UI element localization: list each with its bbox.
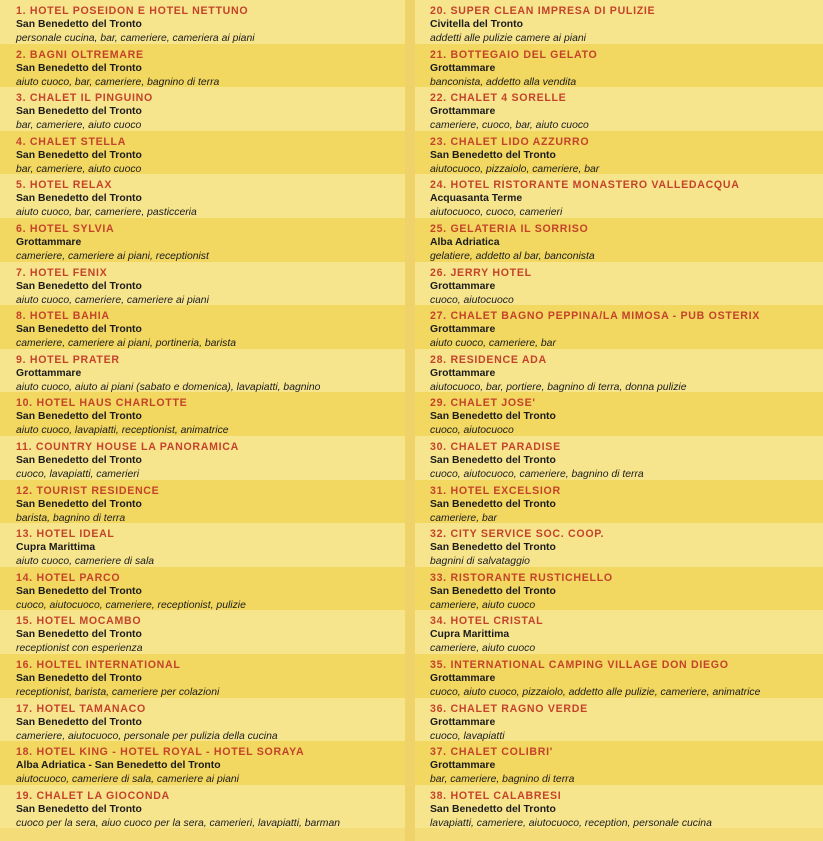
business-name: 26. JERRY HOTEL	[430, 266, 532, 279]
business-location: Grottammare	[430, 367, 496, 379]
job-positions: cameriere, cuoco, bar, aiuto cuoco	[430, 120, 589, 131]
business-location: Alba Adriatica	[430, 236, 500, 248]
listing-entry	[0, 654, 405, 698]
job-positions: cuoco, aiutocuoco, cameriere, receptionist, pulizie	[16, 599, 246, 611]
business-location: Grottammare	[430, 280, 496, 292]
business-name: 29. CHALET JOSE'	[430, 397, 536, 410]
listing-entry	[415, 0, 823, 44]
listing-entry	[415, 131, 823, 175]
business-location: San Benedetto del Tronto	[16, 585, 142, 597]
listing-entry	[415, 305, 823, 349]
listing-entry	[415, 567, 823, 611]
job-positions: lavapiatti, cameriere, aiutocuoco, reception, personale cucina	[430, 817, 712, 829]
job-positions: cameriere, aiuto cuoco	[430, 643, 536, 654]
business-location: San Benedetto del Tronto	[16, 149, 142, 161]
business-location: San Benedetto del Tronto	[430, 542, 556, 554]
business-name: 8. HOTEL BAHIA	[16, 310, 110, 323]
business-name: 32. CITY SERVICE SOC. COOP.	[430, 528, 605, 541]
listing-entry	[0, 480, 405, 524]
business-location: San Benedetto del Tronto	[16, 324, 142, 336]
job-positions: aiuto cuoco, cameriere di sala	[16, 556, 155, 567]
listing-entry	[415, 741, 823, 785]
listing-entry	[415, 218, 823, 262]
business-location: San Benedetto del Tronto	[16, 411, 142, 423]
listing-entry	[0, 218, 405, 262]
business-name: 9. HOTEL PRATER	[16, 353, 120, 366]
business-location: San Benedetto del Tronto	[430, 149, 556, 161]
left-column	[0, 0, 405, 841]
listing-entry	[0, 567, 405, 611]
business-name: 33. RISTORANTE RUSTICHELLO	[430, 571, 613, 584]
job-positions: banconista, addetto alla vendita	[430, 76, 577, 88]
business-name: 10. HOTEL HAUS CHARLOTTE	[16, 397, 188, 410]
job-positions: personale cucina, bar, cameriere, cameriera ai piani	[16, 33, 255, 44]
business-name: 13. HOTEL IDEAL	[16, 528, 115, 541]
job-positions: cameriere, cameriere ai piani, receptionist	[16, 250, 209, 262]
job-positions: cameriere, bar	[430, 512, 497, 524]
business-location: San Benedetto del Tronto	[430, 454, 556, 466]
business-location: Civitella del Tronto	[430, 19, 523, 30]
business-location: Grottammare	[430, 716, 496, 728]
job-positions: bar, cameriere, aiuto cuoco	[16, 163, 142, 175]
job-positions: cuoco, aiutocuoco	[430, 425, 514, 436]
listing-entry	[0, 741, 405, 785]
business-location: San Benedetto del Tronto	[16, 280, 142, 292]
job-positions: cameriere, aiutocuoco, personale per pulizia della cucina	[16, 730, 278, 742]
business-name: 36. CHALET RAGNO VERDE	[430, 702, 588, 715]
business-location: San Benedetto del Tronto	[16, 629, 142, 641]
listing-entry	[415, 610, 823, 654]
listing-entry	[415, 480, 823, 524]
business-name: 24. HOTEL RISTORANTE MONASTERO VALLEDACQUA	[430, 179, 740, 192]
business-location: San Benedetto del Tronto	[16, 498, 142, 510]
job-positions: aiuto cuoco, cameriere, bar	[430, 338, 556, 349]
job-positions: cuoco, lavapiatti, camerieri	[16, 468, 140, 480]
business-name: 28. RESIDENCE ADA	[430, 353, 547, 366]
job-positions: addetti alle pulizie camere ai piani	[430, 33, 586, 44]
business-name: 35. INTERNATIONAL CAMPING VILLAGE DON DIEGO	[430, 658, 729, 671]
business-location: San Benedetto del Tronto	[16, 454, 142, 466]
business-location: San Benedetto del Tronto	[430, 498, 556, 510]
business-name: 23. CHALET LIDO AZZURRO	[430, 135, 590, 148]
listing-entry	[415, 392, 823, 436]
listing-entry	[415, 436, 823, 480]
business-location: San Benedetto del Tronto	[16, 803, 142, 815]
job-positions: receptionist, barista, cameriere per colazioni	[16, 686, 220, 698]
business-location: San Benedetto del Tronto	[430, 411, 556, 423]
business-location: San Benedetto del Tronto	[430, 585, 556, 597]
listing-entry	[415, 654, 823, 698]
business-name: 30. CHALET PARADISE	[430, 440, 561, 453]
job-positions: aiuto cuoco, cameriere, cameriere ai piani	[16, 294, 209, 306]
business-location: Grottammare	[16, 367, 82, 379]
listing-entry	[0, 523, 405, 567]
business-name: 27. CHALET BAGNO PEPPINA/LA MIMOSA - PUB OSTERIX	[430, 310, 761, 323]
business-name: 18. HOTEL KING - HOTEL ROYAL - HOTEL SORAYA	[16, 746, 305, 759]
business-name: 16. HOLTEL INTERNATIONAL	[16, 658, 181, 671]
business-location: Acquasanta Terme	[430, 193, 523, 205]
job-positions: aiuto cuoco, aiuto ai piani (sabato e domenica), lavapiatti, bagnino	[16, 381, 321, 393]
listing-entry	[415, 262, 823, 306]
business-location: Grottammare	[430, 106, 496, 118]
business-name: 20. SUPER CLEAN IMPRESA DI PULIZIE	[430, 5, 656, 17]
business-name: 4. CHALET STELLA	[16, 135, 127, 148]
business-name: 14. HOTEL PARCO	[16, 571, 121, 584]
job-positions: cuoco, aiutocuoco, cameriere, bagnino di terra	[430, 468, 644, 480]
listing-entry	[415, 698, 823, 742]
listing-entry	[0, 785, 405, 829]
business-location: Cupra Marittima	[16, 542, 96, 554]
job-positions: aiuto cuoco, bar, cameriere, bagnino di terra	[16, 76, 220, 88]
business-name: 11. COUNTRY HOUSE LA PANORAMICA	[16, 440, 240, 453]
listing-entry	[415, 174, 823, 218]
job-positions: aiuto cuoco, lavapiatti, receptionist, animatrice	[16, 425, 229, 436]
job-positions: barista, bagnino di terra	[16, 512, 126, 524]
business-name: 25. GELATERIA IL SORRISO	[430, 222, 589, 235]
listing-entry	[0, 305, 405, 349]
listing-entry	[0, 698, 405, 742]
listing-entry	[0, 44, 405, 88]
job-positions: aiutocuoco, cameriere di sala, cameriere ai piani	[16, 774, 239, 785]
job-positions: cuoco, aiuto cuoco, pizzaiolo, addetto alle pulizie, cameriere, animatrice	[430, 686, 761, 698]
business-location: San Benedetto del Tronto	[16, 106, 142, 118]
listing-entry	[415, 349, 823, 393]
business-name: 5. HOTEL RELAX	[16, 179, 113, 192]
listing-entry	[0, 262, 405, 306]
job-positions: bar, cameriere, bagnino di terra	[430, 774, 575, 785]
job-positions: cuoco, lavapiatti	[430, 730, 505, 742]
listing-entry	[415, 87, 823, 131]
business-location: Alba Adriatica - San Benedetto del Tronto	[16, 760, 221, 772]
business-location: San Benedetto del Tronto	[16, 62, 142, 74]
job-positions: bar, cameriere, aiuto cuoco	[16, 120, 142, 131]
business-name: 38. HOTEL CALABRESI	[430, 789, 562, 802]
listing-entry	[415, 785, 823, 829]
business-name: 21. BOTTEGAIO DEL GELATO	[430, 48, 598, 61]
business-location: San Benedetto del Tronto	[430, 803, 556, 815]
listing-entry	[415, 523, 823, 567]
page-fold	[405, 0, 415, 841]
business-name: 31. HOTEL EXCELSIOR	[430, 484, 561, 497]
business-name: 19. CHALET LA GIOCONDA	[16, 789, 170, 802]
job-positions: cameriere, cameriere ai piani, portineria, barista	[16, 338, 237, 349]
job-positions: cameriere, aiuto cuoco	[430, 599, 536, 611]
business-location: Cupra Marittima	[430, 629, 510, 641]
business-location: San Benedetto del Tronto	[16, 19, 142, 30]
listing-entry	[0, 392, 405, 436]
job-positions: receptionist con esperienza	[16, 643, 143, 654]
listing-entry	[0, 87, 405, 131]
job-positions: aiutocuoco, bar, portiere, bagnino di terra, donna pulizie	[430, 381, 687, 393]
job-positions: cuoco, aiutocuoco	[430, 294, 514, 306]
business-location: Grottammare	[430, 62, 496, 74]
business-name: 7. HOTEL FENIX	[16, 266, 108, 279]
listing-entry	[0, 131, 405, 175]
listing-entry	[0, 349, 405, 393]
listing-entry	[415, 44, 823, 88]
business-name: 6. HOTEL SYLVIA	[16, 222, 115, 235]
business-name: 12. TOURIST RESIDENCE	[16, 484, 160, 497]
listing-entry	[0, 436, 405, 480]
business-location: Grottammare	[430, 760, 496, 772]
business-location: San Benedetto del Tronto	[16, 193, 142, 205]
business-name: 17. HOTEL TAMANACO	[16, 702, 146, 715]
listing-entry	[0, 174, 405, 218]
business-name: 34. HOTEL CRISTAL	[430, 615, 544, 628]
right-column	[415, 0, 823, 841]
job-positions: gelatiere, addetto al bar, banconista	[430, 250, 595, 262]
business-name: 15. HOTEL MOCAMBO	[16, 615, 142, 628]
business-location: Grottammare	[430, 672, 496, 684]
business-name: 1. HOTEL POSEIDON E HOTEL NETTUNO	[16, 5, 249, 17]
business-location: San Benedetto del Tronto	[16, 716, 142, 728]
listing-entry	[0, 0, 405, 44]
business-name: 3. CHALET IL PINGUINO	[16, 92, 153, 105]
business-name: 37. CHALET COLIBRI'	[430, 746, 553, 759]
business-name: 2. BAGNI OLTREMARE	[16, 48, 144, 61]
business-location: San Benedetto del Tronto	[16, 672, 142, 684]
job-positions: aiutocuoco, pizzaiolo, cameriere, bar	[430, 163, 600, 175]
job-positions: bagnini di salvataggio	[430, 556, 530, 567]
business-location: Grottammare	[430, 324, 496, 336]
job-positions: aiuto cuoco, bar, cameriere, pasticceria	[16, 207, 197, 218]
listing-entry	[0, 610, 405, 654]
business-name: 22. CHALET 4 SORELLE	[430, 92, 567, 105]
job-positions: aiutocuoco, cuoco, camerieri	[430, 207, 563, 218]
job-positions: cuoco per la sera, aiuo cuoco per la sera, camerieri, lavapiatti, barman	[16, 817, 341, 829]
business-location: Grottammare	[16, 236, 82, 248]
